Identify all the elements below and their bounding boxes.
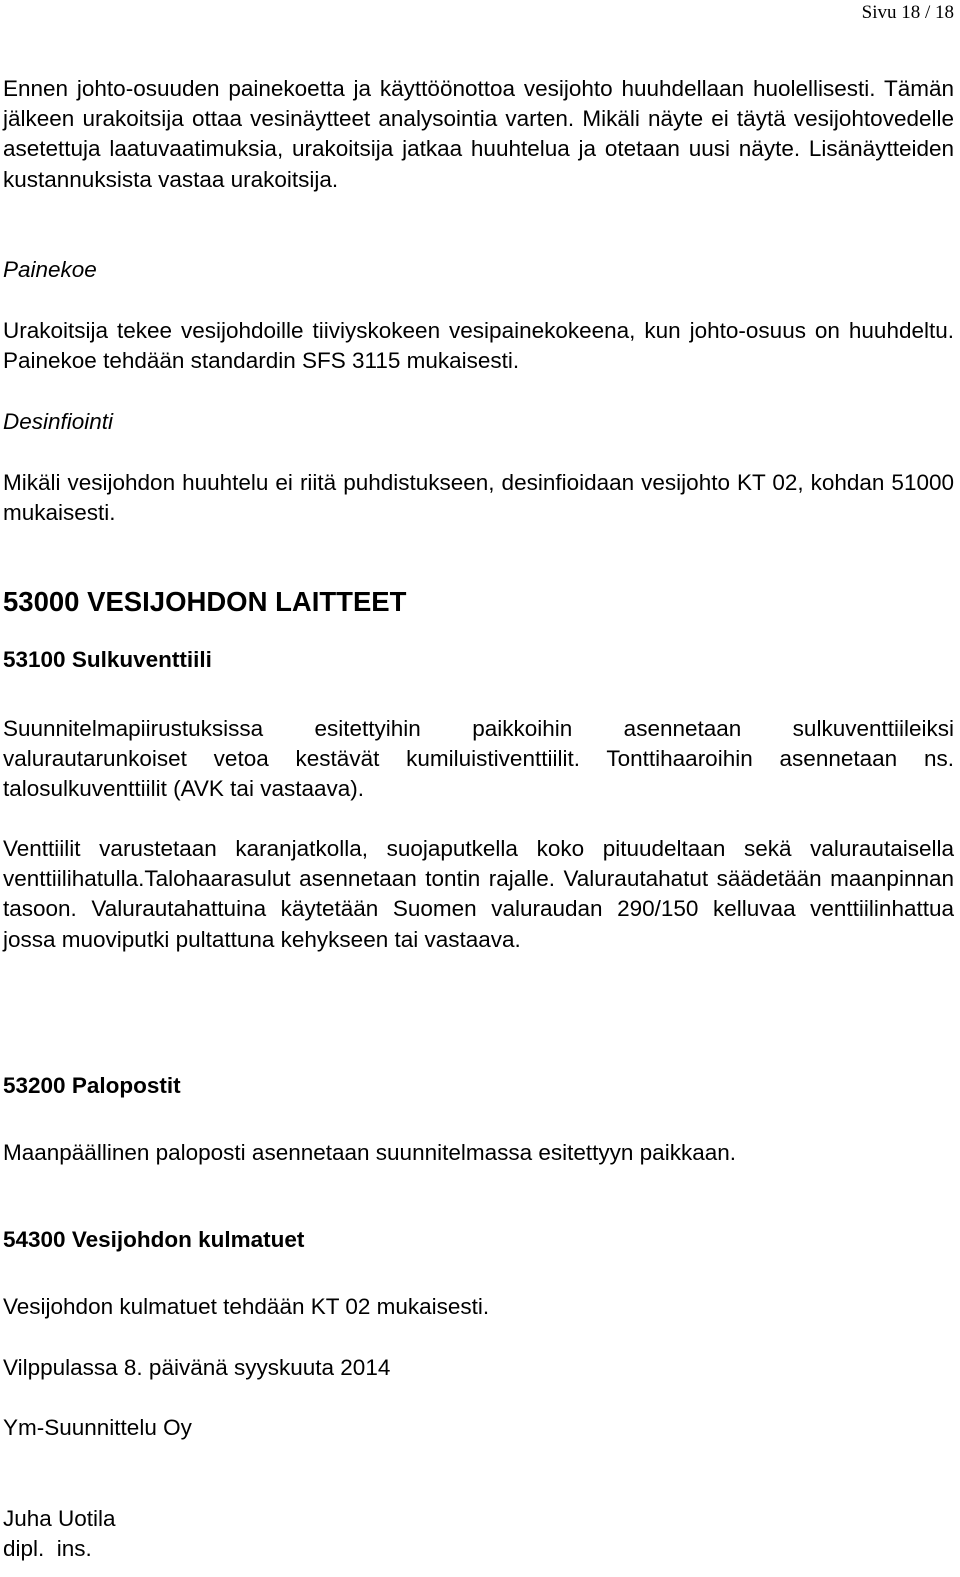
- signer-title: dipl. ins.: [3, 1536, 92, 1561]
- paragraph-valves-1: Suunnitelmapiirustuksissa esitettyihin paikkoihin asennetaan sulkuventtiileiksi valurautarunkoiset vetoa kestävät kumiluistiventtiilit. Tonttihaaroihin asennetaan ns. talosulkuventtiilit (AVK tai vastaava).: [3, 716, 954, 802]
- subheading-disinfection: Desinfiointi: [3, 409, 114, 434]
- heading-shutoff-valve: 53100 Sulkuventtiili: [3, 647, 212, 672]
- signer-name: Juha Uotila: [3, 1506, 116, 1531]
- paragraph-disinfection: Mikäli vesijohdon huuhtelu ei riitä puhdistukseen, desinfioidaan vesijohto KT 02, kohdan 51000 mukaisesti.: [3, 470, 954, 526]
- paragraph-hydrant: Maanpäällinen paloposti asennetaan suunnitelmassa esitettyyn paikkaan.: [3, 1140, 736, 1165]
- heading-hydrants: 53200 Palopostit: [3, 1073, 181, 1098]
- paragraph-elbow-supports: Vesijohdon kulmatuet tehdään KT 02 mukaisesti.: [3, 1294, 490, 1319]
- paragraph-pressure-test: Urakoitsija tekee vesijohdoille tiiviyskokeen vesipainekokeena, kun johto-osuus on huuhdeltu. Painekoe tehdään standardin SFS 3115 mukaisesti.: [3, 318, 954, 374]
- subheading-pressure-test: Painekoe: [3, 257, 97, 282]
- paragraph-flushing: Ennen johto-osuuden painekoetta ja käyttöönottoa vesijohto huuhdellaan huolellisesti. Tämän jälkeen urakoitsija ottaa vesinäytteet analysointia varten. Mikäli näyte ei täytä vesijohtovedelle asetettuja laatuvaatimuksia, urakoitsija jatkaa huuhtelua ja otetaan uusi näyte. Lisänäytteiden kustannuksista vastaa urakoitsija.: [3, 76, 954, 192]
- signature-company: Ym-Suunnittelu Oy: [3, 1415, 192, 1440]
- heading-water-pipe-equipment: 53000 VESIJOHDON LAITTEET: [3, 586, 407, 617]
- signature-date: Vilppulassa 8. päivänä syyskuuta 2014: [3, 1355, 391, 1380]
- heading-elbow-supports: 54300 Vesijohdon kulmatuet: [3, 1227, 305, 1252]
- paragraph-valves-2: Venttiilit varustetaan karanjatkolla, suojaputkella koko pituudeltaan sekä valurautaisella venttiilihatulla.Talohaarasulut asennetaan tontin rajalle. Valurautahatut säädetään maanpinnan tasoon. Valurautahattuina käytetään Suomen valuraudan 290/150 kelluvaa venttiilinhattua jossa muoviputki pultattuna kehykseen tai vastaava.: [3, 836, 954, 952]
- page-number: Sivu 18 / 18: [861, 2, 954, 23]
